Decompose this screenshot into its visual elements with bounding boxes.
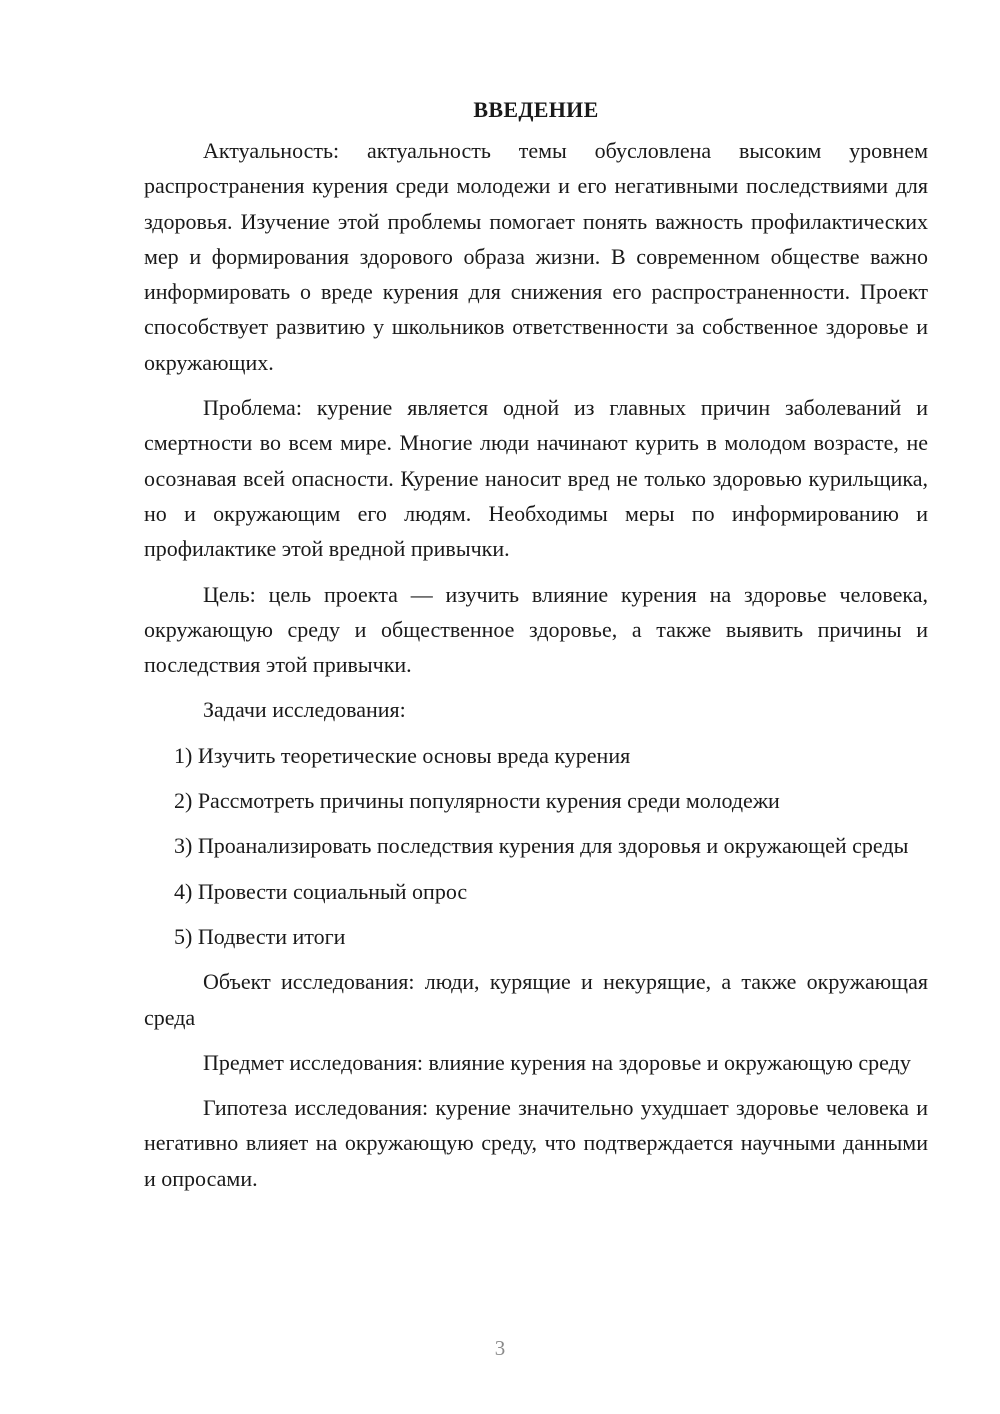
task-item-3: 3) Проанализировать последствия курения для здоровья и окружающей среды <box>174 833 909 859</box>
task-item-5: 5) Подвести итоги <box>174 923 346 949</box>
goal-paragraph: Цель: цель проекта — изучить влияние курения на здоровье человека, окружающую среду и общественное здоровье, а также выявить причины и последствия этой привычки. <box>144 581 928 678</box>
task-item-4: 4) Провести социальный опрос <box>174 878 468 904</box>
task-item-2: 2) Рассмотреть причины популярности курения среди молодежи <box>174 788 780 814</box>
task-item-1: 1) Изучить теоретические основы вреда курения <box>174 742 631 768</box>
document-page <box>144 95 928 1206</box>
object-paragraph: Объект исследования: люди, курящие и некурящие, а также окружающая среда <box>144 969 928 1030</box>
problem-paragraph: Проблема: курение является одной из главных причин заболеваний и смертности во всем мире. Многие люди начинают курить в молодом возрасте, не осознавая всей опасности. Курение наносит вред не только здоровью курильщика, но и окружающим его людям. Необходимы меры по информированию и профилактике этой вредной привычки. <box>144 395 928 562</box>
page-title: ВВЕДЕНИЕ <box>473 97 599 122</box>
subject-paragraph: Предмет исследования: влияние курения на здоровье и окружающую среду <box>203 1049 911 1075</box>
tasks-heading: Задачи исследования: <box>203 697 406 723</box>
page-number: 3 <box>494 1336 506 1360</box>
relevance-paragraph: Актуальность: актуальность темы обусловлена высоким уровнем распространения курения среди молодежи и его негативными последствиями для здоровья. Изучение этой проблемы помогает понять важность профилактических мер и формирования здорового образа жизни. В современном обществе важно информировать о вреде курения для снижения его распространенности. Проект способствует развитию у школьников ответственности за собственное здоровье и окружающих. <box>144 138 928 375</box>
hypothesis-paragraph: Гипотеза исследования: курение значительно ухудшает здоровье человека и негативно влияет на окружающую среду, что подтверждается научными данными и опросами. <box>144 1095 928 1191</box>
